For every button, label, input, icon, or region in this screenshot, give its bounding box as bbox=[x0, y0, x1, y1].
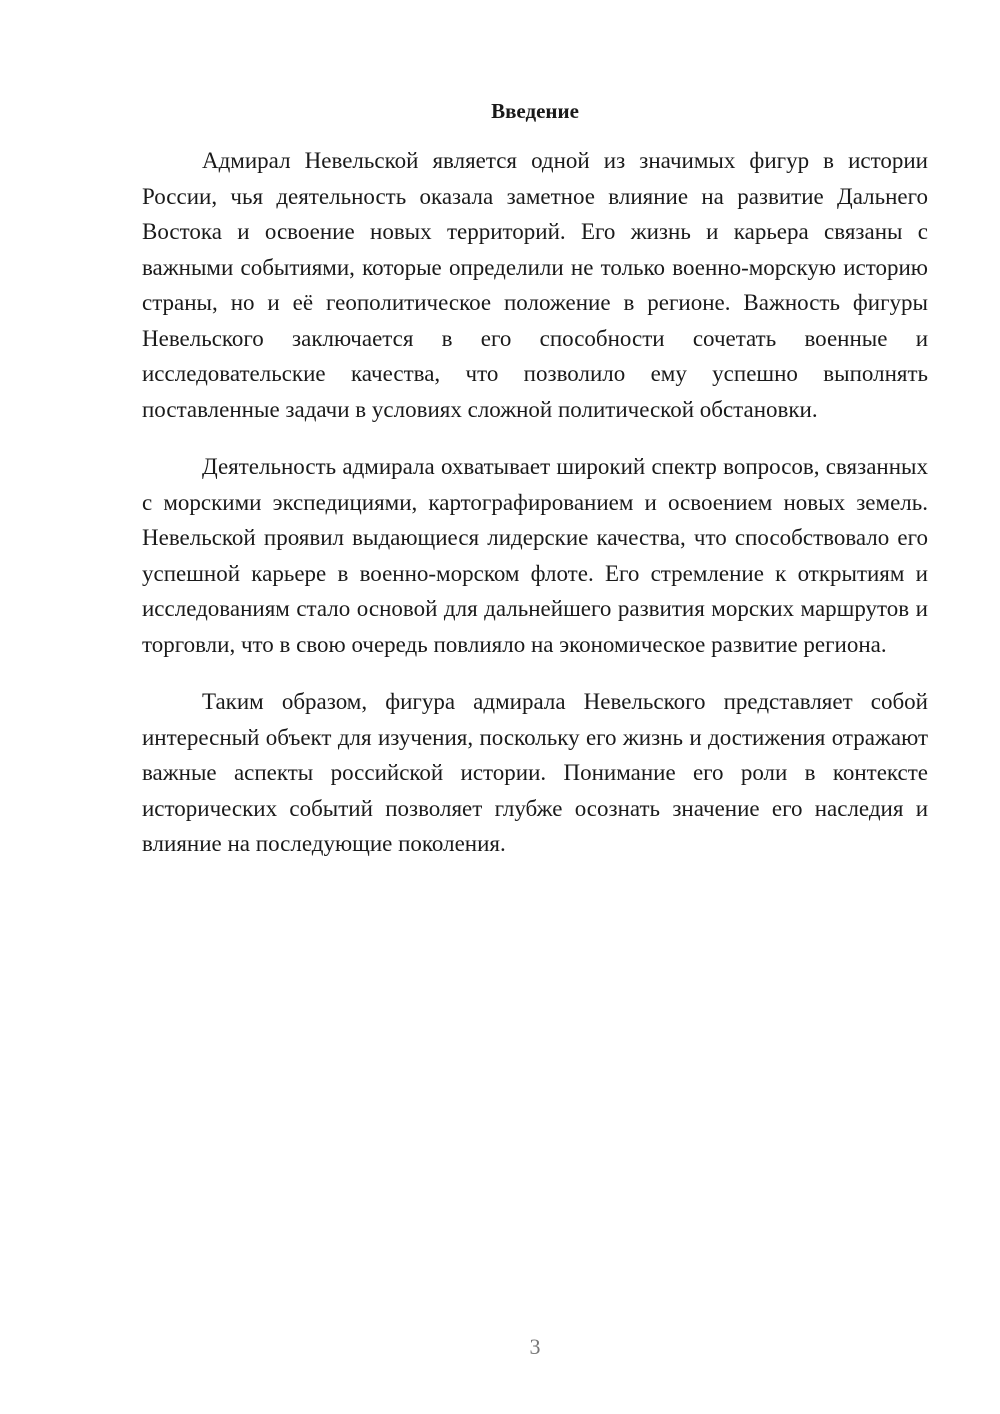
paragraph-1: Адмирал Невельской является одной из значимых фигур в истории России, чья деятельность оказала заметное влияние на развитие Дальнего Востока и освоение новых территорий. Его жизнь и карьера связаны с важными событиями, которые определили не только военно-морскую историю страны, но и её геополитическое положение в регионе. Важность фигуры Невельского заключается в его способности сочетать военные и исследовательские качества, что позволило ему успешно выполнять поставленные задачи в условиях сложной политической обстановки. bbox=[142, 148, 928, 422]
paragraph-2: Деятельность адмирала охватывает широкий спектр вопросов, связанных с морскими экспедициями, картографированием и освоением новых земель. Невельской проявил выдающиеся лидерские качества, что способствовало его успешной карьере в военно-морском флоте. Его стремление к открытиям и исследованиям стало основой для дальнейшего развития морских маршрутов и торговли, что в свою очередь повлияло на экономическое развитие региона. bbox=[142, 454, 928, 657]
section-title: Введение bbox=[491, 99, 579, 123]
paragraph-3: Таким образом, фигура адмирала Невельского представляет собой интересный объект для изучения, поскольку его жизнь и достижения отражают важные аспекты российской истории. Понимание его роли в контексте исторических событий позволяет глубже осознать значение его наследия и влияние на последующие поколения. bbox=[142, 689, 928, 856]
body-text bbox=[142, 143, 928, 884]
page-number: 3 bbox=[529, 1334, 541, 1359]
